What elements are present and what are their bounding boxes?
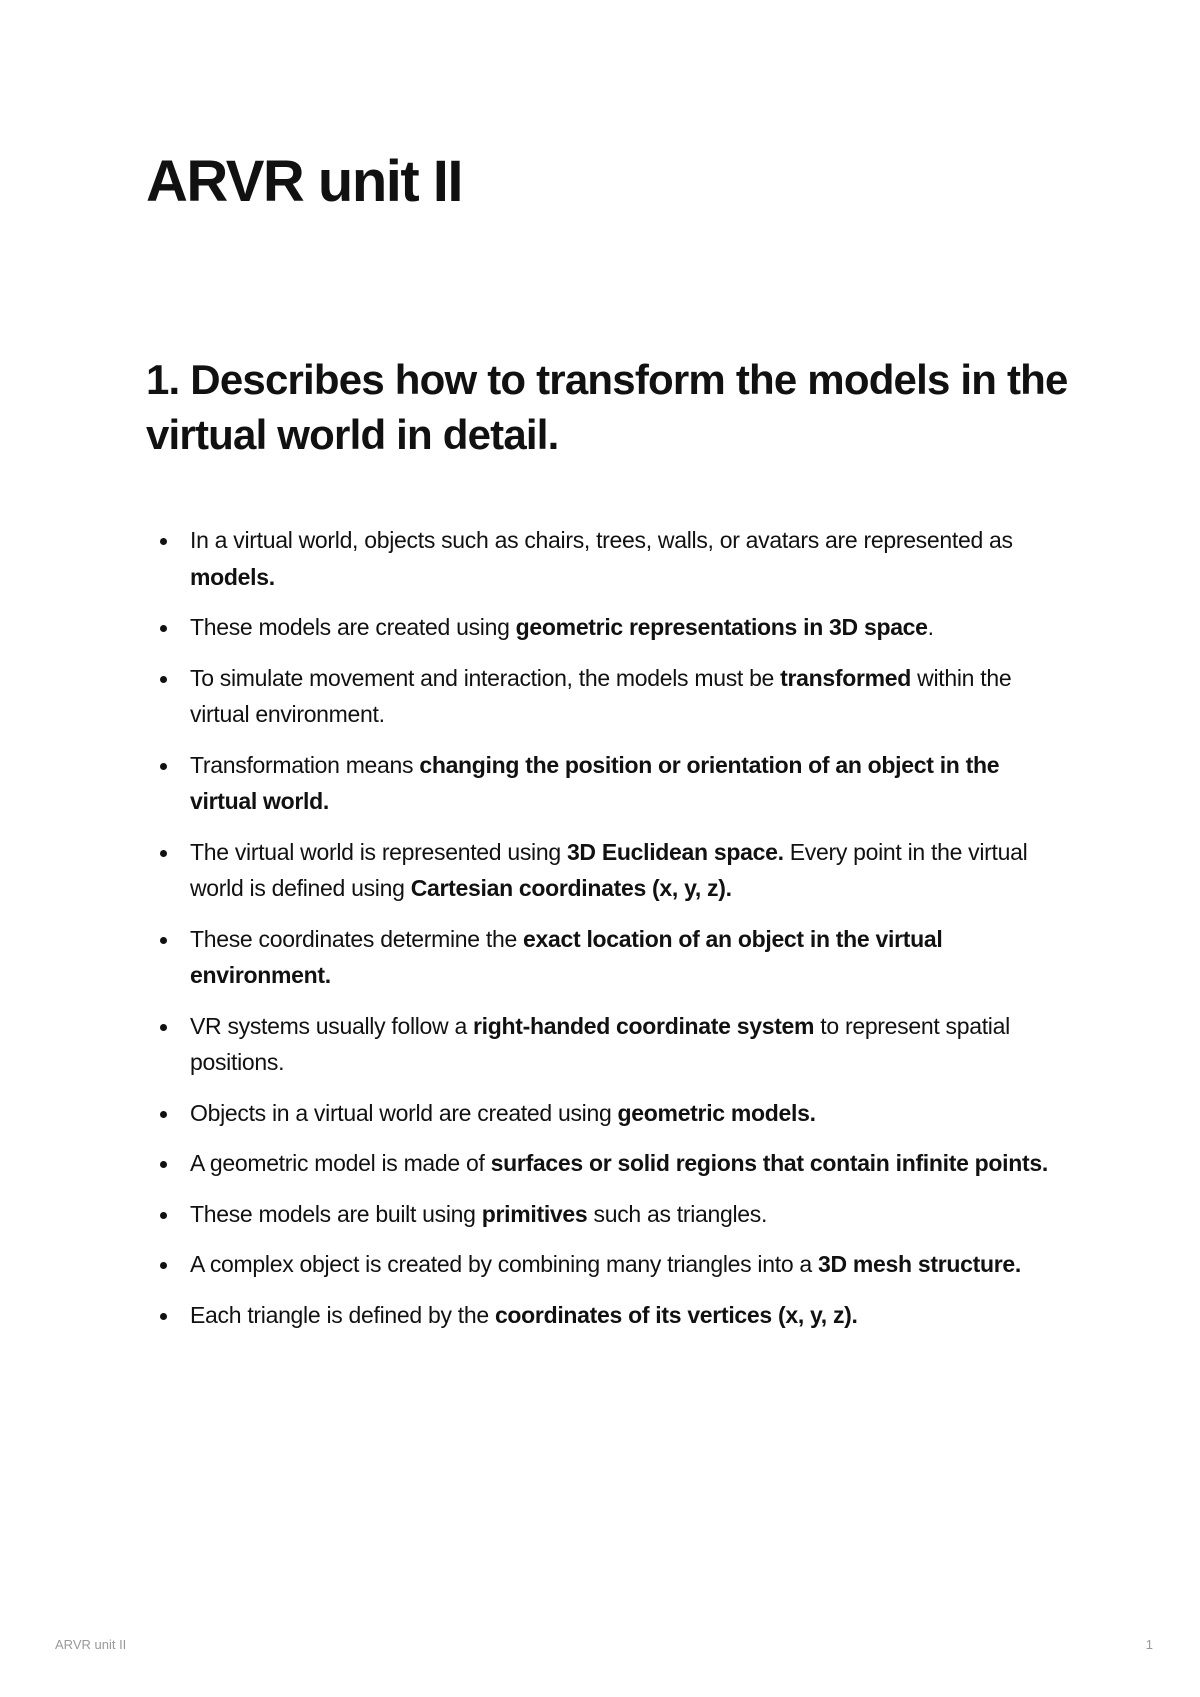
bullet-list: [146, 522, 1071, 1347]
bold-text: coordinates of its vertices (x, y, z).: [494, 1301, 858, 1328]
bullet-dot-icon: [160, 625, 167, 632]
text-segment: such as triangles.: [587, 1200, 768, 1227]
list-item: [146, 1095, 1071, 1132]
bullet-dot-icon: [160, 937, 167, 944]
list-item: [146, 609, 1071, 646]
text-segment: In a virtual world, objects such as chairs, trees, walls, or avatars are represented as: [190, 527, 1013, 553]
page-number: 1: [1145, 1637, 1153, 1652]
bullet-dot-icon: [160, 1212, 167, 1219]
text-segment: To simulate movement and interaction, the models must be: [190, 664, 781, 691]
bullet-dot-icon: [160, 1111, 167, 1118]
text-segment: Every point in the virtual world is defined using: [190, 838, 1028, 901]
footer-title: ARVR unit II: [55, 1637, 127, 1652]
section-heading: 1. Describes how to transform the models in the virtual world in detail.: [146, 356, 1068, 458]
list-item: [146, 522, 1071, 595]
bullet-dot-icon: [160, 850, 167, 857]
text-segment: These coordinates determine the: [190, 925, 524, 952]
list-item: [146, 660, 1071, 733]
list-item: [146, 1008, 1071, 1081]
bold-text: Cartesian coordinates (x, y, z).: [410, 875, 732, 901]
bullet-dot-icon: [160, 1161, 167, 1168]
text-segment: Transformation means: [190, 751, 420, 778]
text-segment: Objects in a virtual world are created using: [190, 1099, 618, 1126]
bullet-dot-icon: [160, 763, 167, 770]
text-segment: The virtual world is represented using: [190, 838, 567, 865]
bold-text: primitives: [481, 1200, 588, 1227]
text-segment: within the virtual environment.: [190, 664, 1012, 727]
bold-text: changing the position or orientation of an object in the virtual world.: [190, 751, 1000, 814]
page-title: ARVR unit II: [146, 149, 463, 214]
bullet-dot-icon: [160, 676, 167, 683]
text-segment: A complex object is created by combining many triangles into a: [190, 1251, 818, 1277]
bold-text: right-handed coordinate system: [473, 1012, 815, 1039]
bold-text: 3D Euclidean space.: [566, 838, 784, 865]
list-item: [146, 1246, 1071, 1283]
bold-text: transformed: [780, 664, 912, 691]
list-item: [146, 834, 1071, 907]
text-segment: to represent spatial positions.: [190, 1012, 1010, 1075]
text-segment: VR systems usually follow a: [190, 1012, 474, 1039]
text-segment: These models are created using: [190, 614, 516, 640]
text-segment: .: [927, 614, 934, 640]
list-item: [146, 921, 1071, 994]
bullet-dot-icon: [160, 1313, 167, 1320]
text-segment: A geometric model is made of: [190, 1150, 491, 1176]
bold-text: 3D mesh structure.: [818, 1251, 1021, 1277]
list-item: [146, 747, 1071, 820]
list-item: [146, 1196, 1071, 1233]
text-segment: These models are built using: [190, 1200, 482, 1227]
bold-text: models.: [190, 563, 275, 590]
text-segment: Each triangle is defined by the: [190, 1301, 495, 1328]
bold-text: geometric representations in 3D space: [515, 614, 928, 640]
bullet-dot-icon: [160, 538, 167, 545]
bullet-dot-icon: [160, 1262, 167, 1269]
bullet-dot-icon: [160, 1024, 167, 1031]
bold-text: surfaces or solid regions that contain infinite points.: [490, 1150, 1048, 1176]
list-item: [146, 1145, 1071, 1182]
bold-text: exact location of an object in the virtual environment.: [190, 925, 943, 988]
list-item: [146, 1297, 1071, 1334]
bold-text: geometric models.: [617, 1099, 816, 1126]
